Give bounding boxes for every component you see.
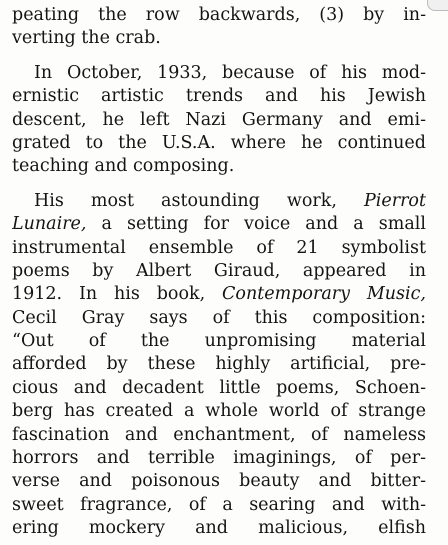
text-line — [12, 283, 426, 306]
text-line: In October, 1933, because of his mod- — [34, 62, 426, 83]
text-line — [12, 190, 426, 213]
text-line: “Out of the unpromising material — [12, 331, 426, 352]
text-line: sweet fragrance, of a searing and with- — [12, 494, 426, 515]
text-line: ernistic artistic trends and his Jewish — [12, 86, 426, 107]
text-line: instrumental ensemble of 21 symbolist — [12, 237, 426, 258]
text-line: verse and poisonous beauty and bitter- — [12, 471, 426, 492]
text-run: a setting for voice and a small — [86, 214, 426, 235]
paragraph-1 — [12, 4, 426, 51]
text-line: cious and decadent little poems, Schoen- — [12, 377, 426, 398]
text-line: grated to the U.S.A. where he continued — [12, 132, 426, 153]
text-line: poems by Albert Giraud, appeared in — [12, 260, 426, 281]
text-column — [12, 4, 426, 541]
text-line — [12, 213, 426, 236]
work-title-pierrot: Pierrot — [363, 190, 426, 211]
text-line: teaching and composing. — [12, 156, 235, 177]
text-line: fascination and enchantment, of nameless — [12, 424, 426, 445]
paragraph-3 — [12, 190, 426, 541]
text-line: ering mockery and malicious, elfish — [12, 518, 426, 539]
text-line: verting the crab. — [12, 28, 161, 49]
text-run: His most astounding work, — [34, 190, 364, 211]
text-line: horrors and terrible imaginings, of per- — [12, 448, 426, 469]
text-run: 1912. In his book, — [12, 284, 223, 305]
text-line: Cecil Gray says of this composition: — [12, 307, 426, 328]
book-title: Contemporary Music, — [222, 284, 426, 305]
page-corner-mark — [427, 0, 448, 11]
text-line: berg has created a whole world of strange — [12, 401, 426, 422]
text-line: descent, he left Nazi Germany and emi- — [12, 109, 426, 130]
text-line: peating the row backwards, (3) by in- — [12, 5, 426, 25]
paragraph-2 — [12, 62, 426, 179]
text-line: afforded by these highly artificial, pre- — [12, 354, 426, 375]
work-title-lunaire: Lunaire, — [12, 214, 87, 235]
